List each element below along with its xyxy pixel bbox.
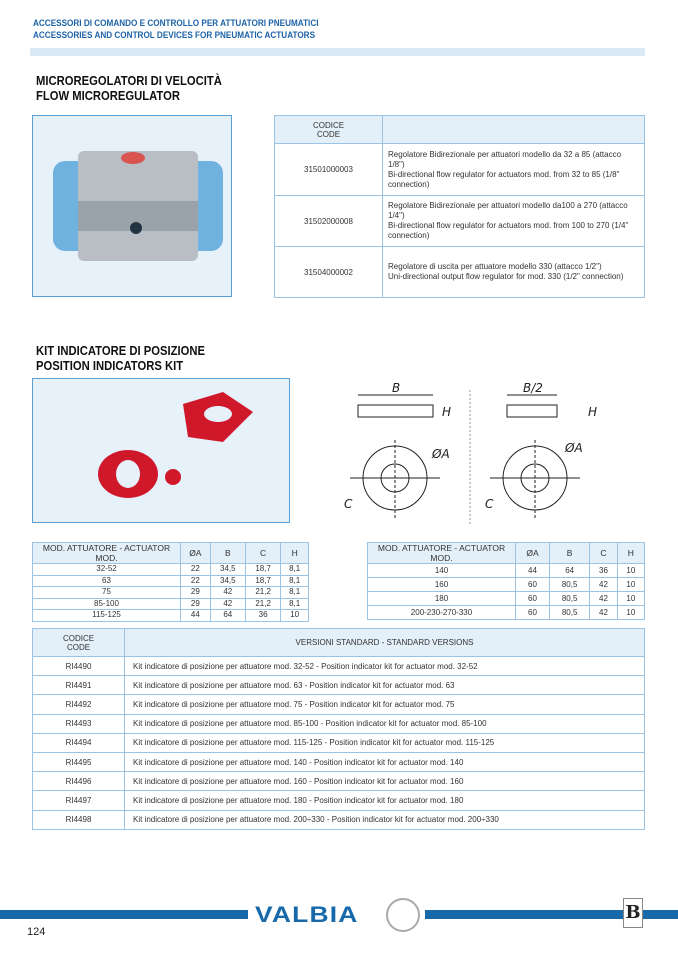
table-cell: 18,7 [245,564,280,576]
footer-bar-left [0,910,248,919]
table-cell: Kit indicatore di posizione per attuatore mod. 75 - Position indicator kit for actuator mod. 75 [125,695,645,714]
table-cell: 75 [33,587,181,599]
table-cell: 42 [210,587,245,599]
table-row [33,772,645,791]
table-cell: 42 [590,606,617,620]
table-cell: 34,5 [210,575,245,587]
table-cell: 44 [181,610,211,622]
title-it: KIT INDICATORE DI POSIZIONE [36,344,205,358]
table-cell: 10 [281,610,309,622]
table-cell: 80,5 [549,592,589,606]
table-cell: RI4496 [33,772,125,791]
table-cell: RI4497 [33,791,125,810]
dimensions-table-left: MOD. ATTUATORE - ACTUATOR MOD. ØA B C H 32-52 22 34,5 18,7 8,1 63 22 34,5 18,7 8,1 75 29 42 21,2 8,1 85-100 29 42 21,2 8,1 115-125 44 64 36 10 [32,542,309,622]
table-row [33,598,309,610]
table-row: 31501000003 Regolatore Bidirezionale per attuatori modello da 32 a 85 (attacco 1/8") Bi-directional flow regulator for actuators mod. from 32 to 85 (1/8" connection) [275,144,645,196]
table-cell: RI4494 [33,733,125,752]
table-cell: 34,5 [210,564,245,576]
table-cell: 115-125 [33,610,181,622]
table-cell: Kit indicatore di posizione per attuatore mod. 140 - Position indicator kit for actuator mod. 140 [125,752,645,771]
table-cell: RI4491 [33,676,125,695]
flow-regulator-image [32,115,232,297]
table-row [33,587,309,599]
table-cell: Kit indicatore di posizione per attuatore mod. 63 - Position indicator kit for actuator mod. 63 [125,676,645,695]
label-h: H [588,405,598,419]
table-cell: 21,2 [245,587,280,599]
table-cell: Kit indicatore di posizione per attuatore mod. 180 - Position indicator kit for actuator mod. 180 [125,791,645,810]
table-cell: 64 [210,610,245,622]
certification-seal-icon [386,898,420,932]
table-cell: 36 [590,564,617,578]
table-cell: 21,2 [245,598,280,610]
table-cell: 80,5 [549,606,589,620]
dimensions-table-right: MOD. ATTUATORE - ACTUATOR MOD. ØA B C H 140 44 64 36 10 160 60 80,5 42 10 180 60 80,5 42 10 200-230-270-330 60 80,5 42 10 [367,542,645,620]
table-cell: Kit indicatore di posizione per attuatore mod. 32-52 - Position indicator kit for actuator mod. 32-52 [125,657,645,676]
section1-title [36,74,222,104]
page-number: 124 [27,926,46,938]
table-cell: 10 [617,592,644,606]
table-cell: 60 [516,578,550,592]
table-row [33,564,309,576]
table-cell: RI4498 [33,810,125,829]
table-row: 31502000008 Regolatore Bidirezionale per attuatori modello da100 a 270 (attacco 1/4") Bi-directional flow regulator for actuators mod. from 100 to 270 (1/4" connection) [275,196,645,247]
table-cell: 8,1 [281,575,309,587]
table-cell: 29 [181,587,211,599]
table-row [33,714,645,733]
label-b2: B/2 [523,381,543,395]
table-row: 31504000002 Regolatore di uscita per attuatore modello 330 (attacco 1/2") Uni-directional output flow regulator for mod. 330 (1/2" connection) [275,247,645,298]
section2-title [36,344,205,374]
table-cell: Kit indicatore di posizione per attuatore mod. 200÷330 - Position indicator kit for actuator mod. 200÷330 [125,810,645,829]
table-cell: 64 [549,564,589,578]
table-row [368,578,645,592]
position-indicator-image [32,378,290,523]
table-cell: 160 [368,578,516,592]
table-row [33,810,645,829]
table-cell: 44 [516,564,550,578]
page-header [33,18,319,42]
table-cell: Kit indicatore di posizione per attuatore mod. 115-125 - Position indicator kit for actuator mod. 115-125 [125,733,645,752]
table-row [368,564,645,578]
table-cell: 8,1 [281,598,309,610]
table-cell: 42 [590,592,617,606]
table-cell: 8,1 [281,587,309,599]
table-cell: 42 [590,578,617,592]
table-cell: RI4493 [33,714,125,733]
table-cell: 22 [181,575,211,587]
flow-regulator-table: CODICE CODE 31501000003 Regolatore Bidirezionale per attuatori modello da 32 a 85 (attacco 1/8") Bi-directional flow regulator for actuators mod. from 32 to 85 (1/8" connection) 31502000008 Regolatore Bidirezionale per attuatori modello da100 a 270 (attacco 1/4") Bi-directional flow regulator for actuators mod. from 100 to 270 (1/4" connection) 31504000002 Regolatore di uscita per attuatore modello 330 (attacco 1/2") Uni-directional output flow regulator for mod. 330 (1/2" connection) [274,115,645,298]
table-cell: 10 [617,578,644,592]
dimension-diagram [340,380,630,530]
table-row [368,592,645,606]
table-cell: RI4490 [33,657,125,676]
label-c: C [485,497,494,511]
group-logo: B [623,898,643,928]
table-cell: 8,1 [281,564,309,576]
table-cell: Kit indicatore di posizione per attuatore mod. 160 - Position indicator kit for actuator mod. 160 [125,772,645,791]
table-cell: 36 [245,610,280,622]
header-bar [30,48,645,56]
table-row [33,752,645,771]
valbia-logo: VALBIA [255,902,359,927]
table-cell: 63 [33,575,181,587]
table-cell: 18,7 [245,575,280,587]
label-b: B [392,381,401,395]
title-en: FLOW MICROREGULATOR [36,89,180,103]
table-cell: 140 [368,564,516,578]
table-row [33,657,645,676]
title-en: POSITION INDICATORS KIT [36,359,184,373]
table-row [33,695,645,714]
table-cell: 200-230-270-330 [368,606,516,620]
label-a: ØA [565,441,583,455]
versions-table: CODICE CODE VERSIONI STANDARD - STANDARD VERSIONS RI4490 Kit indicatore di posizione per attuatore mod. 32-52 - Position indicator kit for actuator mod. 32-52 RI4491 Kit indicatore di posizione per attuatore mod. 63 - Position indicator kit for actuator mod. 63 RI4492 Kit indicatore di posizione per attuatore mod. 75 - Position indicator kit for actuator mod. 75 RI4493 Kit indicatore di posizione per attuatore mod. 85-100 - Position indicator kit for actuator mod. 85-100 RI4494 Kit indicatore di posizione per attuatore mod. 115-125 - Position indicator kit for actuator mod. 115-125 RI4495 Kit indicatore di posizione per attuatore mod. 140 - Position indicator kit for actuator mod. 140 RI4496 Kit indicatore di posizione per attuatore mod. 160 - Position indicator kit for actuator mod. 160 RI4497 Kit indicatore di posizione per attuatore mod. 180 - Position indicator kit for actuator mod. 180 RI4498 Kit indicatore di posizione per attuatore mod. 200÷330 - Position indicator kit for actuator mod. 200÷330 [32,628,645,830]
table-cell: RI4492 [33,695,125,714]
table-cell: 180 [368,592,516,606]
table-row [368,606,645,620]
table-cell: RI4495 [33,752,125,771]
table-cell: 42 [210,598,245,610]
table-row [33,791,645,810]
table-cell: 80,5 [549,578,589,592]
table-cell: 10 [617,606,644,620]
table-cell: 32-52 [33,564,181,576]
label-c: C [344,497,353,511]
table-cell: 22 [181,564,211,576]
header-en: ACCESSORIES AND CONTROL DEVICES FOR PNEUMATIC ACTUATORS [33,30,316,41]
table-cell: 60 [516,606,550,620]
table-cell: 60 [516,592,550,606]
table-cell: 10 [617,564,644,578]
table-cell: Kit indicatore di posizione per attuatore mod. 85-100 - Position indicator kit for actuator mod. 85-100 [125,714,645,733]
label-h: H [442,405,452,419]
table-row [33,733,645,752]
table-cell: 29 [181,598,211,610]
table-row [33,610,309,622]
table-cell: 85-100 [33,598,181,610]
label-a: ØA [432,447,450,461]
header-it: ACCESSORI DI COMANDO E CONTROLLO PER ATTUATORI PNEUMATICI [33,18,319,29]
table-row [33,676,645,695]
title-it: MICROREGOLATORI DI VELOCITÀ [36,74,222,88]
table-row [33,575,309,587]
